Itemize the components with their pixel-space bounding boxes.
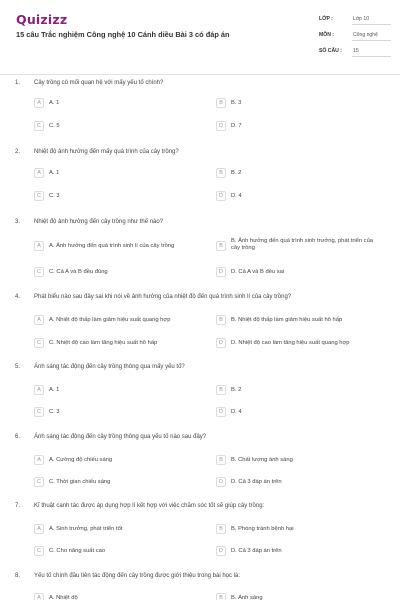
- option-letter-box: C: [34, 407, 44, 417]
- option-text: D. Cả A và B đều sai: [231, 269, 285, 275]
- option-text: B. Nhiệt độ thấp làm giảm hiệu suất hô hấp: [231, 317, 343, 323]
- option-text: C. 5: [49, 123, 60, 129]
- question-text: Phát biểu nào sau đây sai khi nói về ảnh hưởng của nhiệt độ đến quá trình sinh lí của cây trồng?: [34, 294, 292, 300]
- meta-value: Lớp 10: [353, 16, 370, 22]
- option-text: D. 4: [231, 409, 242, 415]
- option-letter-box: B: [216, 315, 226, 325]
- option-letter-box: D: [216, 191, 226, 201]
- meta-underline: [352, 56, 391, 57]
- option-letter-box: A: [34, 385, 44, 395]
- option-letter-box: C: [34, 477, 44, 487]
- meta-value: Công nghệ: [353, 32, 378, 38]
- question-text: Nhiệt độ ảnh hưởng đến cây trồng như thế nào?: [34, 219, 164, 225]
- meta-value: 15: [353, 48, 359, 54]
- option-text: C. Nhiệt độ cao làm tăng hiệu suất hô hấp: [49, 340, 158, 346]
- option-letter-box: D: [216, 407, 226, 417]
- question-number: 2.: [15, 149, 21, 155]
- meta-label: MÔN :: [319, 32, 334, 38]
- option-letter-box: B: [216, 593, 226, 600]
- option-text: D. 7: [231, 123, 242, 129]
- option-letter-box: C: [34, 121, 44, 131]
- option-letter-box: A: [34, 241, 44, 251]
- question-text: Kĩ thuật canh tác được áp dụng hợp lí kết hợp với việc chăm sóc tốt sẽ giúp cây trồng:: [34, 503, 265, 509]
- option-text: D. Cả 3 đáp án trên: [231, 548, 282, 554]
- option-text: B. Chất lượng ánh sáng: [231, 457, 293, 463]
- question-number: 5.: [15, 364, 21, 370]
- option-text: A. Sinh trưởng, phát triển tốt: [49, 526, 123, 532]
- meta-underline: [352, 40, 391, 41]
- option-text: B. 2: [231, 170, 242, 176]
- quizizz-logo: Quizizz: [16, 12, 68, 27]
- option-letter-box: B: [216, 168, 226, 178]
- option-text: A. 1: [49, 387, 60, 393]
- worksheet-meta: [313, 11, 391, 59]
- question-text: Nhiệt độ ảnh hưởng đến mấy quá trình của cây trồng?: [34, 149, 179, 155]
- option-text: B. 2: [231, 387, 242, 393]
- option-text: C. Cho năng suất cao: [49, 548, 106, 554]
- worksheet-header: [0, 0, 400, 75]
- option-letter-box: D: [216, 121, 226, 131]
- question-number: 4.: [15, 294, 21, 300]
- question-text: Ánh sáng tác động đến cây trồng thông qua yếu tố nào sau đây?: [34, 434, 207, 440]
- meta-label: LỚP :: [319, 16, 333, 22]
- question-number: 3.: [15, 219, 21, 225]
- option-letter-box: D: [216, 338, 226, 348]
- option-letter-box: B: [216, 241, 226, 251]
- question-number: 1.: [15, 80, 21, 86]
- option-letter-box: A: [34, 168, 44, 178]
- option-text: C. 3: [49, 409, 60, 415]
- meta-row-class: [313, 11, 391, 27]
- option-text: B. 3: [231, 100, 242, 106]
- question-text: Cây trồng có mối quan hệ với mấy yếu tố chính?: [34, 80, 164, 86]
- meta-row-count: [313, 43, 391, 59]
- option-letter-box: D: [216, 546, 226, 556]
- option-letter-box: A: [34, 524, 44, 534]
- option-text: B. Ảnh hưởng đến quá trình sinh trưởng, phát triển của cây trồng: [231, 238, 374, 252]
- option-text: D. Cả 3 đáp án trên: [231, 479, 282, 485]
- option-text: D. Nhiệt độ cao làm tăng hiệu suất quang hợp: [231, 340, 350, 346]
- meta-label: SỐ CÂU :: [319, 48, 342, 54]
- option-text: C. Cả A và B đều đúng: [49, 269, 108, 275]
- meta-row-subject: [313, 27, 391, 43]
- option-letter-box: D: [216, 477, 226, 487]
- option-letter-box: A: [34, 98, 44, 108]
- option-text: A. Nhiệt độ: [49, 595, 78, 600]
- question-number: 8.: [15, 573, 21, 579]
- option-text: A. 1: [49, 170, 60, 176]
- option-letter-box: C: [34, 546, 44, 556]
- option-text: C. Thời gian chiếu sáng: [49, 479, 111, 485]
- option-text: B. Ánh sáng: [231, 595, 263, 600]
- option-letter-box: C: [34, 338, 44, 348]
- option-text: A. Nhiệt độ thấp làm giảm hiệu suất quang hợp: [49, 317, 171, 323]
- option-letter-box: C: [34, 267, 44, 277]
- option-letter-box: D: [216, 267, 226, 277]
- option-letter-box: A: [34, 455, 44, 465]
- question-number: 6.: [15, 434, 21, 440]
- option-letter-box: B: [216, 455, 226, 465]
- worksheet-title: 15 câu Trắc nghiệm Công nghệ 10 Cánh diều Bài 3 có đáp án: [16, 30, 230, 39]
- option-text: A. Ảnh hưởng đến quá trình sinh lí của cây trồng: [49, 243, 175, 249]
- option-text: D. 4: [231, 193, 242, 199]
- meta-underline: [352, 24, 391, 25]
- question-number: 7.: [15, 503, 21, 509]
- option-letter-box: B: [216, 98, 226, 108]
- question-text: Ánh sáng tác động đến cây trồng thông qua mấy yếu tố?: [34, 364, 185, 370]
- option-text: C. 3: [49, 193, 60, 199]
- question-text: Yếu tố chính đầu tiên tác động đến cây trồng được giới thiệu trong bài học là:: [34, 573, 241, 579]
- option-letter-box: A: [34, 315, 44, 325]
- option-letter-box: B: [216, 385, 226, 395]
- option-text: B. Phòng tránh bệnh hại: [231, 526, 294, 532]
- option-letter-box: C: [34, 191, 44, 201]
- option-text: A. Cường độ chiếu sáng: [49, 457, 113, 463]
- option-text: A. 1: [49, 100, 60, 106]
- option-letter-box: A: [34, 593, 44, 600]
- option-letter-box: B: [216, 524, 226, 534]
